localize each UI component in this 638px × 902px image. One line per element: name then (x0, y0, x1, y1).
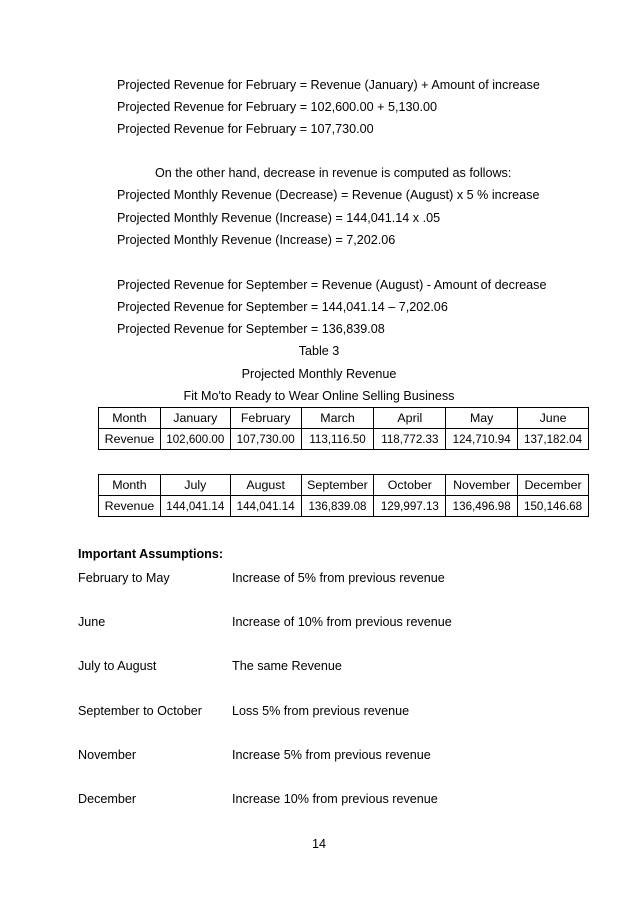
header-cell: June (518, 408, 589, 429)
table-header-row (99, 475, 589, 496)
value-cell: 102,600.00 (160, 429, 230, 450)
calc-line: Projected Revenue for February = 102,600.00 + 5,130.00 (117, 100, 437, 114)
value-cell: 144,041.14 (230, 496, 301, 517)
value-cell: 113,116.50 (301, 429, 374, 450)
header-cell: Month (99, 408, 161, 429)
table-title: Projected Monthly Revenue (241, 367, 397, 381)
assumption-period: July to August (78, 659, 157, 673)
value-cell: 136,839.08 (301, 496, 374, 517)
assumption-period: February to May (78, 571, 170, 585)
value-cell: 129,997.13 (374, 496, 446, 517)
calc-line: Projected Revenue for September = 144,041.14 – 7,202.06 (117, 300, 448, 314)
table-row (99, 496, 589, 517)
value-cell: 144,041.14 (160, 496, 230, 517)
table-subtitle: Fit Mo'to Ready to Wear Online Selling Business (183, 389, 455, 403)
assumption-period: November (78, 748, 137, 762)
assumption-description: Loss 5% from previous revenue (232, 704, 410, 718)
table-number: Table 3 (298, 344, 340, 358)
value-cell: 118,772.33 (374, 429, 446, 450)
revenue-table-jan-jun (98, 407, 589, 450)
assumptions-heading: Important Assumptions: (78, 547, 224, 561)
table-header-row (99, 408, 589, 429)
value-cell: 124,710.94 (446, 429, 518, 450)
table-row (99, 429, 589, 450)
assumption-description: The same Revenue (232, 659, 342, 673)
calc-line: Projected Monthly Revenue (Increase) = 144,041.14 x .05 (117, 211, 441, 225)
assumption-period: December (78, 792, 137, 806)
header-cell: August (230, 475, 301, 496)
revenue-table-jul-dec (98, 474, 589, 517)
value-cell: 107,730.00 (230, 429, 301, 450)
calc-line: Projected Monthly Revenue (Decrease) = Revenue (August) x 5 % increase (117, 188, 540, 202)
calc-line: Projected Revenue for February = Revenue (January) + Amount of increase (117, 78, 540, 92)
header-cell: July (160, 475, 230, 496)
header-cell: September (301, 475, 374, 496)
header-cell: December (518, 475, 589, 496)
header-cell: October (374, 475, 446, 496)
header-cell: March (301, 408, 374, 429)
assumption-description: Increase 10% from previous revenue (232, 792, 438, 806)
assumption-description: Increase 5% from previous revenue (232, 748, 431, 762)
calc-line: Projected Monthly Revenue (Increase) = 7,202.06 (117, 233, 396, 247)
assumption-period: June (78, 615, 106, 629)
value-cell: 137,182.04 (518, 429, 589, 450)
calc-intro: On the other hand, decrease in revenue is computed as follows: (155, 166, 512, 180)
row-label-cell: Revenue (99, 496, 161, 517)
page-number: 14 (311, 837, 326, 851)
calc-line: Projected Revenue for September = Revenue (August) - Amount of decrease (117, 278, 547, 292)
assumption-description: Increase of 5% from previous revenue (232, 571, 445, 585)
header-cell: April (374, 408, 446, 429)
calc-line: Projected Revenue for February = 107,730.00 (117, 122, 374, 136)
header-cell: February (230, 408, 301, 429)
calc-line: Projected Revenue for September = 136,839.08 (117, 322, 385, 336)
header-cell: January (160, 408, 230, 429)
value-cell: 150,146.68 (518, 496, 589, 517)
assumption-period: September to October (78, 704, 202, 718)
assumption-description: Increase of 10% from previous revenue (232, 615, 452, 629)
header-cell: May (446, 408, 518, 429)
row-label-cell: Revenue (99, 429, 161, 450)
header-cell: November (446, 475, 518, 496)
value-cell: 136,496.98 (446, 496, 518, 517)
header-cell: Month (99, 475, 161, 496)
